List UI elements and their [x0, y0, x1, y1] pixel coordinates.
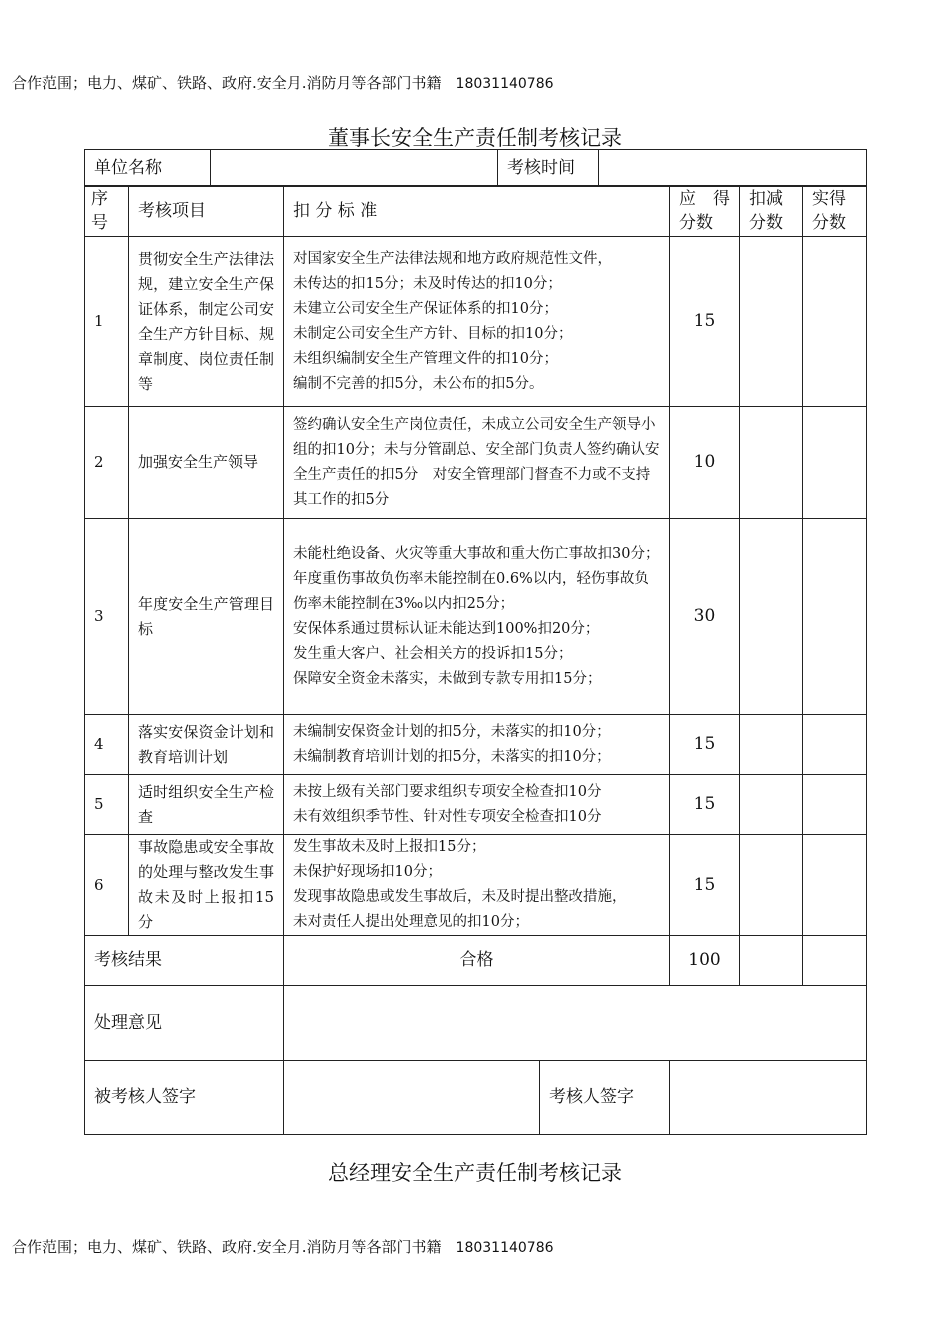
footer-note: [12, 1236, 554, 1257]
result-deducted-total[interactable]: [740, 936, 803, 986]
row-expected-score: 15: [670, 715, 740, 775]
criteria-line: 发现事故隐患或发生事故后，未及时提出整改措施，: [293, 889, 627, 905]
assessor-signature-label: 考核人签字: [540, 1061, 670, 1135]
row-criteria: [284, 407, 670, 519]
result-value: 合格: [284, 936, 670, 986]
assessee-signature-label: 被考核人签字: [85, 1061, 284, 1135]
row-actual-score[interactable]: [803, 835, 867, 936]
header-phone: 18031140786: [455, 76, 554, 92]
table-row: [85, 237, 867, 407]
table-row: [85, 519, 867, 715]
assessment-table: [84, 185, 867, 1061]
row-deducted-score[interactable]: [740, 715, 803, 775]
table-row: [85, 775, 867, 835]
table-row: [85, 715, 867, 775]
row-item: 加强安全生产领导: [129, 407, 284, 519]
result-actual-total[interactable]: [803, 936, 867, 986]
row-item: 年度安全生产管理目标: [129, 519, 284, 715]
unit-name-label: 单位名称: [85, 150, 211, 187]
result-row: [85, 936, 867, 986]
row-actual-score[interactable]: [803, 715, 867, 775]
criteria-line: 未编制安保资金计划的扣5分，未落实的扣10分；: [293, 723, 611, 740]
row-criteria: [284, 237, 670, 407]
opinion-row: [85, 986, 867, 1061]
criteria-line: 年度重伤事故负伤率未能控制在0.6%以内，轻伤事故负伤率未能控制在3‰以内扣25分；: [293, 570, 649, 612]
row-no: 3: [85, 519, 129, 715]
table-header-row: [85, 186, 867, 237]
row-expected-score: 15: [670, 237, 740, 407]
row-no: 5: [85, 775, 129, 835]
row-no: 2: [85, 407, 129, 519]
row-expected-score: 15: [670, 835, 740, 936]
row-actual-score[interactable]: [803, 775, 867, 835]
signature-table: [84, 1060, 867, 1135]
criteria-line: 未编制教育培训计划的扣5分，未落实的扣10分；: [293, 748, 611, 765]
row-deducted-score[interactable]: [740, 519, 803, 715]
result-total: 100: [670, 936, 740, 986]
criteria-line: 发生重大客户、社会相关方的投诉扣15分；: [293, 645, 573, 662]
table-row: [85, 407, 867, 519]
next-document-title: 总经理安全生产责任制考核记录: [328, 1161, 622, 1185]
criteria-line: 发生事故未及时上报扣15分；: [293, 839, 486, 855]
col-item-header: 考核项目: [129, 186, 284, 237]
footer-note-text: 合作范围；电力、煤矿、铁路、政府.安全月.消防月等各部门书籍: [12, 1238, 442, 1256]
row-deducted-score[interactable]: [740, 407, 803, 519]
criteria-line: 未组织编制安全生产管理文件的扣10分；: [293, 350, 558, 367]
assessee-signature-field[interactable]: [284, 1061, 540, 1135]
criteria-line: 未能杜绝设备、火灾等重大事故和重大伤亡事故扣30分；: [293, 545, 660, 562]
row-deducted-score[interactable]: [740, 835, 803, 936]
row-expected-score: 30: [670, 519, 740, 715]
row-item: 贯彻安全生产法律法规，建立安全生产保证体系，制定公司安全生产方针目标、规章制度、岗位责任制等: [129, 237, 284, 407]
criteria-line: 未传达的扣15分；未及时传达的扣10分；: [293, 275, 562, 292]
col-actual-header: 实得分数: [803, 186, 867, 237]
col-expected-header: 应 得分数: [670, 186, 740, 237]
row-criteria: [284, 775, 670, 835]
row-item: 适时组织安全生产检查: [129, 775, 284, 835]
row-criteria: [284, 715, 670, 775]
row-no: 4: [85, 715, 129, 775]
table-row: [85, 835, 867, 936]
criteria-line: 未按上级有关部门要求组织专项安全检查扣10分: [293, 783, 602, 800]
criteria-line: 未保护好现场扣10分；: [293, 864, 442, 880]
row-actual-score[interactable]: [803, 519, 867, 715]
row-item: 事故隐患或安全事故的处理与整改发生事故未及时上报扣15分: [129, 835, 284, 936]
row-expected-score: 15: [670, 775, 740, 835]
criteria-line: 签约确认安全生产岗位责任，未成立公司安全生产领导小组的扣10分；未与分管副总、安全部门负责人签约确认安全生产责任的扣5分 对安全管理部门督查不力或不支持其工作的扣5分: [293, 416, 660, 508]
assessor-signature-field[interactable]: [670, 1061, 867, 1135]
document-title: 董事长安全生产责任制考核记录: [328, 126, 622, 150]
col-deducted-header: 扣减分数: [740, 186, 803, 237]
result-label: 考核结果: [85, 936, 284, 986]
row-criteria: [284, 519, 670, 715]
criteria-line: 对国家安全生产法律法规和地方政府规范性文件，: [293, 250, 612, 267]
info-table: [84, 149, 867, 187]
col-no-header: 序号: [85, 186, 129, 237]
criteria-line: 未建立公司安全生产保证体系的扣10分；: [293, 300, 558, 317]
col-criteria-header: 扣 分 标 准: [284, 186, 670, 237]
header-note: [12, 72, 554, 93]
row-actual-score[interactable]: [803, 407, 867, 519]
row-deducted-score[interactable]: [740, 237, 803, 407]
assessment-time-field[interactable]: [599, 150, 867, 187]
criteria-line: 未有效组织季节性、针对性专项安全检查扣10分: [293, 808, 602, 825]
criteria-line: 未对责任人提出处理意见的扣10分；: [293, 914, 529, 930]
criteria-line: 编制不完善的扣5分，未公布的扣5分。: [293, 375, 544, 392]
header-note-text: 合作范围；电力、煤矿、铁路、政府.安全月.消防月等各部门书籍: [12, 74, 442, 92]
signature-row: [85, 1061, 867, 1135]
criteria-line: 安保体系通过贯标认证未能达到100%扣20分；: [293, 620, 600, 637]
footer-phone: 18031140786: [455, 1240, 554, 1256]
opinion-field[interactable]: [284, 986, 867, 1061]
row-criteria: [284, 835, 670, 936]
criteria-line: 未制定公司安全生产方针、目标的扣10分；: [293, 325, 573, 342]
row-actual-score[interactable]: [803, 237, 867, 407]
row-deducted-score[interactable]: [740, 775, 803, 835]
row-item: 落实安保资金计划和教育培训计划: [129, 715, 284, 775]
row-expected-score: 10: [670, 407, 740, 519]
assessment-time-label: 考核时间: [498, 150, 599, 187]
row-no: 6: [85, 835, 129, 936]
criteria-line: 保障安全资金未落实，未做到专款专用扣15分；: [293, 670, 602, 687]
unit-name-field[interactable]: [211, 150, 498, 187]
opinion-label: 处理意见: [85, 986, 284, 1061]
row-no: 1: [85, 237, 129, 407]
